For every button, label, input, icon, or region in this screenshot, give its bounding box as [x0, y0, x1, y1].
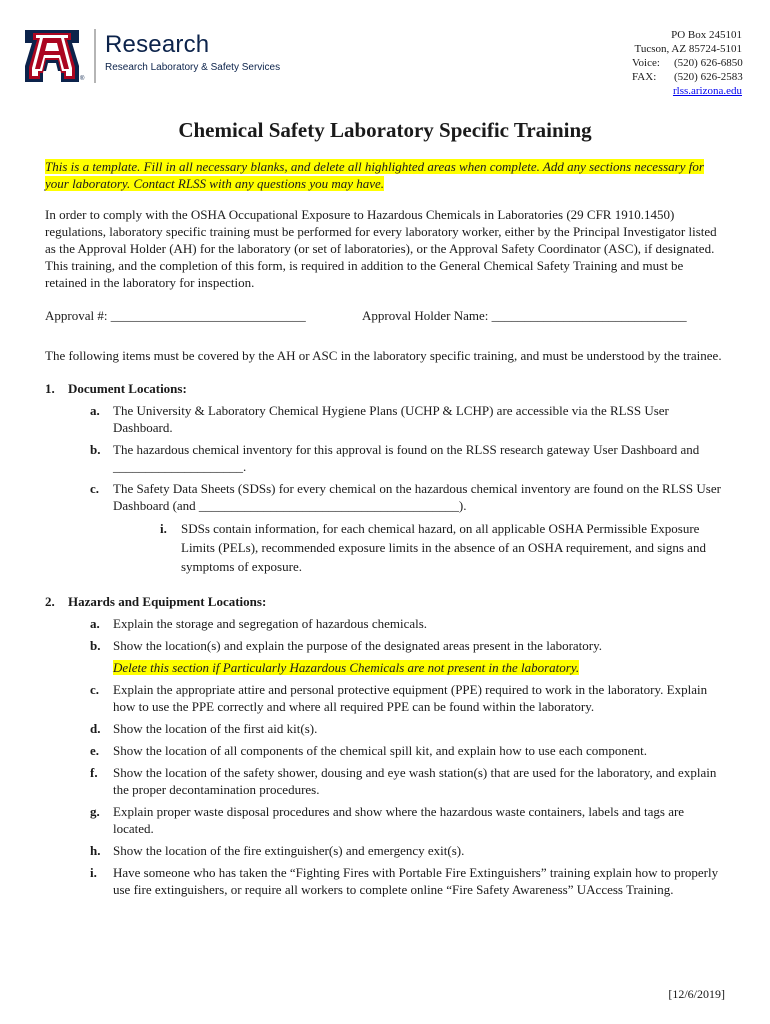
document-body — [45, 158, 725, 903]
list-item — [45, 803, 725, 837]
section-title: Hazards and Equipment Locations: — [68, 594, 267, 609]
item-text: Explain the storage and segregation of hazardous chemicals. — [113, 616, 428, 631]
item-letter: h. — [90, 843, 101, 858]
brand-subtitle: Research Laboratory & Safety Services — [105, 62, 281, 73]
fax-label: FAX: — [632, 71, 657, 83]
section-heading — [45, 593, 725, 610]
following-paragraph: The following items must be covered by the AH or ASC in the laboratory specific training, and must be understood by the trainee. — [45, 348, 722, 363]
list-item — [45, 720, 725, 737]
template-note: This is a template. Fill in all necessary blanks, and delete all highlighted areas when complete. Add any sections necessary for your laboratory. Contact RLSS with any questions you may have. — [45, 159, 704, 191]
address-line2: Tucson, AZ 85724-5101 — [634, 43, 742, 55]
item-text: Show the location of the safety shower, dousing and eye wash station(s) that are used for the laboratory, and explain the proper decontamination procedures. — [113, 765, 717, 797]
approval-row — [45, 307, 725, 324]
sub-item-numeral: i. — [160, 521, 167, 536]
list-item — [45, 441, 725, 475]
brand-title: Research — [105, 31, 210, 58]
list-item — [45, 864, 725, 898]
intro-paragraph: In order to comply with the OSHA Occupational Exposure to Hazardous Chemicals in Laboratories (29 CFR 1910.1450) regulations, laboratory specific training must be performed for every laboratory worker, either by the Principal Investigator listed as the Approval Holder (AH) for the laboratory (or set of laboratories), or the Approval Safety Coordinator (ASC), if designated. This training, and the completion of this form, is required in addition to the General Chemical Safety Training and must be retained in the laboratory for inspection. — [45, 207, 717, 290]
item-text: Explain the appropriate attire and personal protective equipment (PPE) required to work in the laboratory. Explain how to use the PPE correctly and where all required PPE can be found within the laboratory. — [113, 682, 708, 714]
section-heading — [45, 380, 725, 397]
item-letter: g. — [90, 804, 100, 819]
list-item — [45, 402, 725, 436]
section-number: 2. — [45, 594, 55, 609]
sub-item-text: SDSs contain information, for each chemical hazard, on all applicable OSHA Permissible Exposure Limits (PELs), recommended exposure limits in the absence of an OSHA requirement, and signs and symptoms of exposure. — [181, 521, 706, 574]
item-letter: i. — [90, 865, 97, 880]
address-line1: PO Box 245101 — [671, 29, 742, 41]
list-item — [45, 842, 725, 859]
voice-number: (520) 626-6850 — [674, 57, 743, 69]
header-divider — [94, 29, 96, 83]
item-letter: f. — [90, 765, 98, 780]
item-text: Show the location(s) and explain the purpose of the designated areas present in the laboratory. — [113, 638, 603, 653]
document-title: Chemical Safety Laboratory Specific Training — [178, 118, 592, 142]
sub-item — [45, 519, 725, 576]
item-text: Show the location of all components of the chemical spill kit, and explain how to use each component. — [113, 743, 647, 758]
item-text: The Safety Data Sheets (SDSs) for every chemical on the hazardous chemical inventory are found on the RLSS User Dashboard (and ________________________________________). — [113, 481, 721, 513]
item-letter: e. — [90, 743, 100, 758]
address-block — [632, 28, 742, 98]
delete-note: Delete this section if Particularly Hazardous Chemicals are not present in the laboratory. — [113, 660, 580, 675]
item-text: Show the location of the first aid kit(s). — [113, 721, 318, 736]
approval-holder-field[interactable]: Approval Holder Name: ______________________________ — [362, 308, 687, 323]
item-text: Show the location of the fire extinguisher(s) and emergency exit(s). — [113, 843, 465, 858]
footer-date: [12/6/2019] — [668, 987, 725, 1001]
item-text: Explain proper waste disposal procedures and show where the hazardous waste containers, labels and tags are located. — [113, 804, 685, 836]
list-item — [45, 764, 725, 798]
item-letter: a. — [90, 403, 100, 418]
voice-row — [632, 56, 742, 70]
item-text: The University & Laboratory Chemical Hygiene Plans (UCHP & LCHP) are accessible via the RLSS User Dashboard. — [113, 403, 669, 435]
approval-number-field[interactable]: Approval #: ______________________________ — [45, 308, 306, 323]
fax-number: (520) 626-2583 — [674, 71, 743, 83]
voice-label: Voice: — [632, 57, 660, 69]
item-letter: b. — [90, 638, 101, 653]
list-item — [45, 637, 725, 654]
item-text: Have someone who has taken the “Fighting Fires with Portable Fire Extinguishers” training explain how to properly use fire extinguishers, or require all workers to complete online “Fire Safety Awareness” UAccess Training. — [113, 865, 719, 897]
item-text: The hazardous chemical inventory for this approval is found on the RLSS research gateway User Dashboard and ____________________. — [113, 442, 700, 474]
fax-row — [632, 70, 742, 84]
list-item — [45, 480, 725, 514]
list-item — [45, 615, 725, 632]
item-letter: c. — [90, 682, 100, 697]
item-letter: d. — [90, 721, 101, 736]
trademark-mark: ® — [80, 76, 85, 82]
list-item — [45, 742, 725, 759]
item-letter: c. — [90, 481, 100, 496]
section-number: 1. — [45, 381, 55, 396]
list-item — [45, 681, 725, 715]
section-title: Document Locations: — [68, 381, 187, 396]
item-letter: b. — [90, 442, 101, 457]
website-link[interactable]: rlss.arizona.edu — [672, 85, 742, 97]
university-logo — [25, 30, 79, 82]
item-letter: a. — [90, 616, 100, 631]
